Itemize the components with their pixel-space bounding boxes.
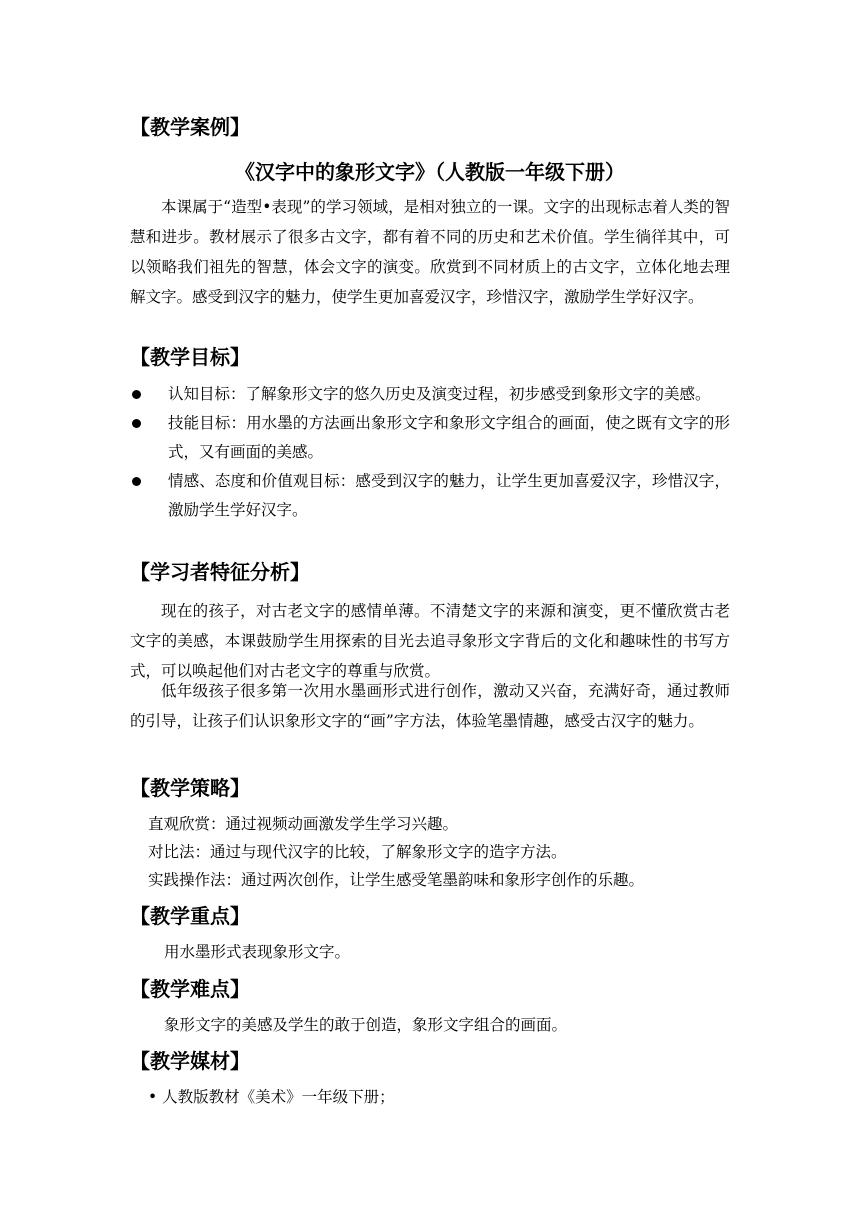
goal-text: 认知目标：了解象形文字的悠久历史及演变过程，初步感受到象形文字的美感。: [168, 385, 711, 403]
goal-item-emotion: [130, 467, 730, 525]
learner-paragraph-1: 现在的孩子，对古老文字的感情单薄。不清楚文字的来源和演变，更不懂欣赏古老文字的美感，本课鼓励学生用探索的目光去追寻象形文字背后的文化和趣味性的书写方式，可以唤起他们对古老文字的尊重与欣赏。: [130, 602, 730, 680]
bullet-dot-icon: [132, 419, 141, 428]
bullet-dot-icon: [132, 477, 141, 486]
goal-item-skill: [130, 409, 730, 467]
strategy-item: 对比法：通过与现代汉字的比较，了解象形文字的造字方法。: [148, 843, 567, 861]
strategy-item: 直观欣赏：通过视频动画激发学生学习兴趣。: [148, 815, 459, 833]
strategy-heading: 【教学策略】: [130, 776, 250, 800]
learner-paragraph-2: 低年级孩子很多第一次用水墨画形式进行创作，激动又兴奋，充满好奇，通过教师的引导，让孩子们认识象形文字的“画”字方法，体验笔墨情趣，感受古汉字的魅力。: [130, 682, 730, 730]
media-item: • 人教版教材《美术》一年级下册；: [148, 1088, 395, 1106]
bullet-dot-icon: [132, 390, 141, 399]
difficulty-heading: 【教学难点】: [130, 977, 250, 1001]
lesson-title: 《汉字中的象形文字》（人教版一年级下册）: [235, 160, 625, 184]
goals-list: [130, 380, 730, 525]
goals-heading: 【教学目标】: [130, 345, 250, 369]
goal-text: 技能目标：用水墨的方法画出象形文字和象形文字组合的画面，使之既有文字的形式，又有画面的美感。: [168, 414, 730, 461]
goal-item-cognitive: [130, 380, 730, 409]
media-heading: 【教学媒材】: [130, 1049, 250, 1073]
strategy-item: 实践操作法：通过两次创作，让学生感受笔墨韵味和象形字创作的乐趣。: [148, 871, 645, 889]
key-point-heading: 【教学重点】: [130, 904, 250, 928]
learner-heading: 【学习者特征分析】: [130, 560, 310, 584]
intro-paragraph: 本课属于“造型•表现”的学习领域，是相对独立的一课。文字的出现标志着人类的智慧和进步。教材展示了很多古文字，都有着不同的历史和艺术价值。学生徜徉其中，可以领略我们祖先的智慧，体会文字的演变。欣赏到不同材质上的古文字，立体化地去理解文字。感受到汉字的魅力，使学生更加喜爱汉字，珍惜汉字，激励学生学好汉字。: [130, 198, 730, 306]
goal-text: 情感、态度和价值观目标：感受到汉字的魅力，让学生更加喜爱汉字，珍惜汉字，激励学生学好汉字。: [168, 472, 730, 519]
case-heading: 【教学案例】: [130, 115, 250, 139]
key-point-text: 用水墨形式表现象形文字。: [164, 943, 351, 961]
difficulty-text: 象形文字的美感及学生的敢于创造，象形文字组合的画面。: [164, 1016, 568, 1034]
